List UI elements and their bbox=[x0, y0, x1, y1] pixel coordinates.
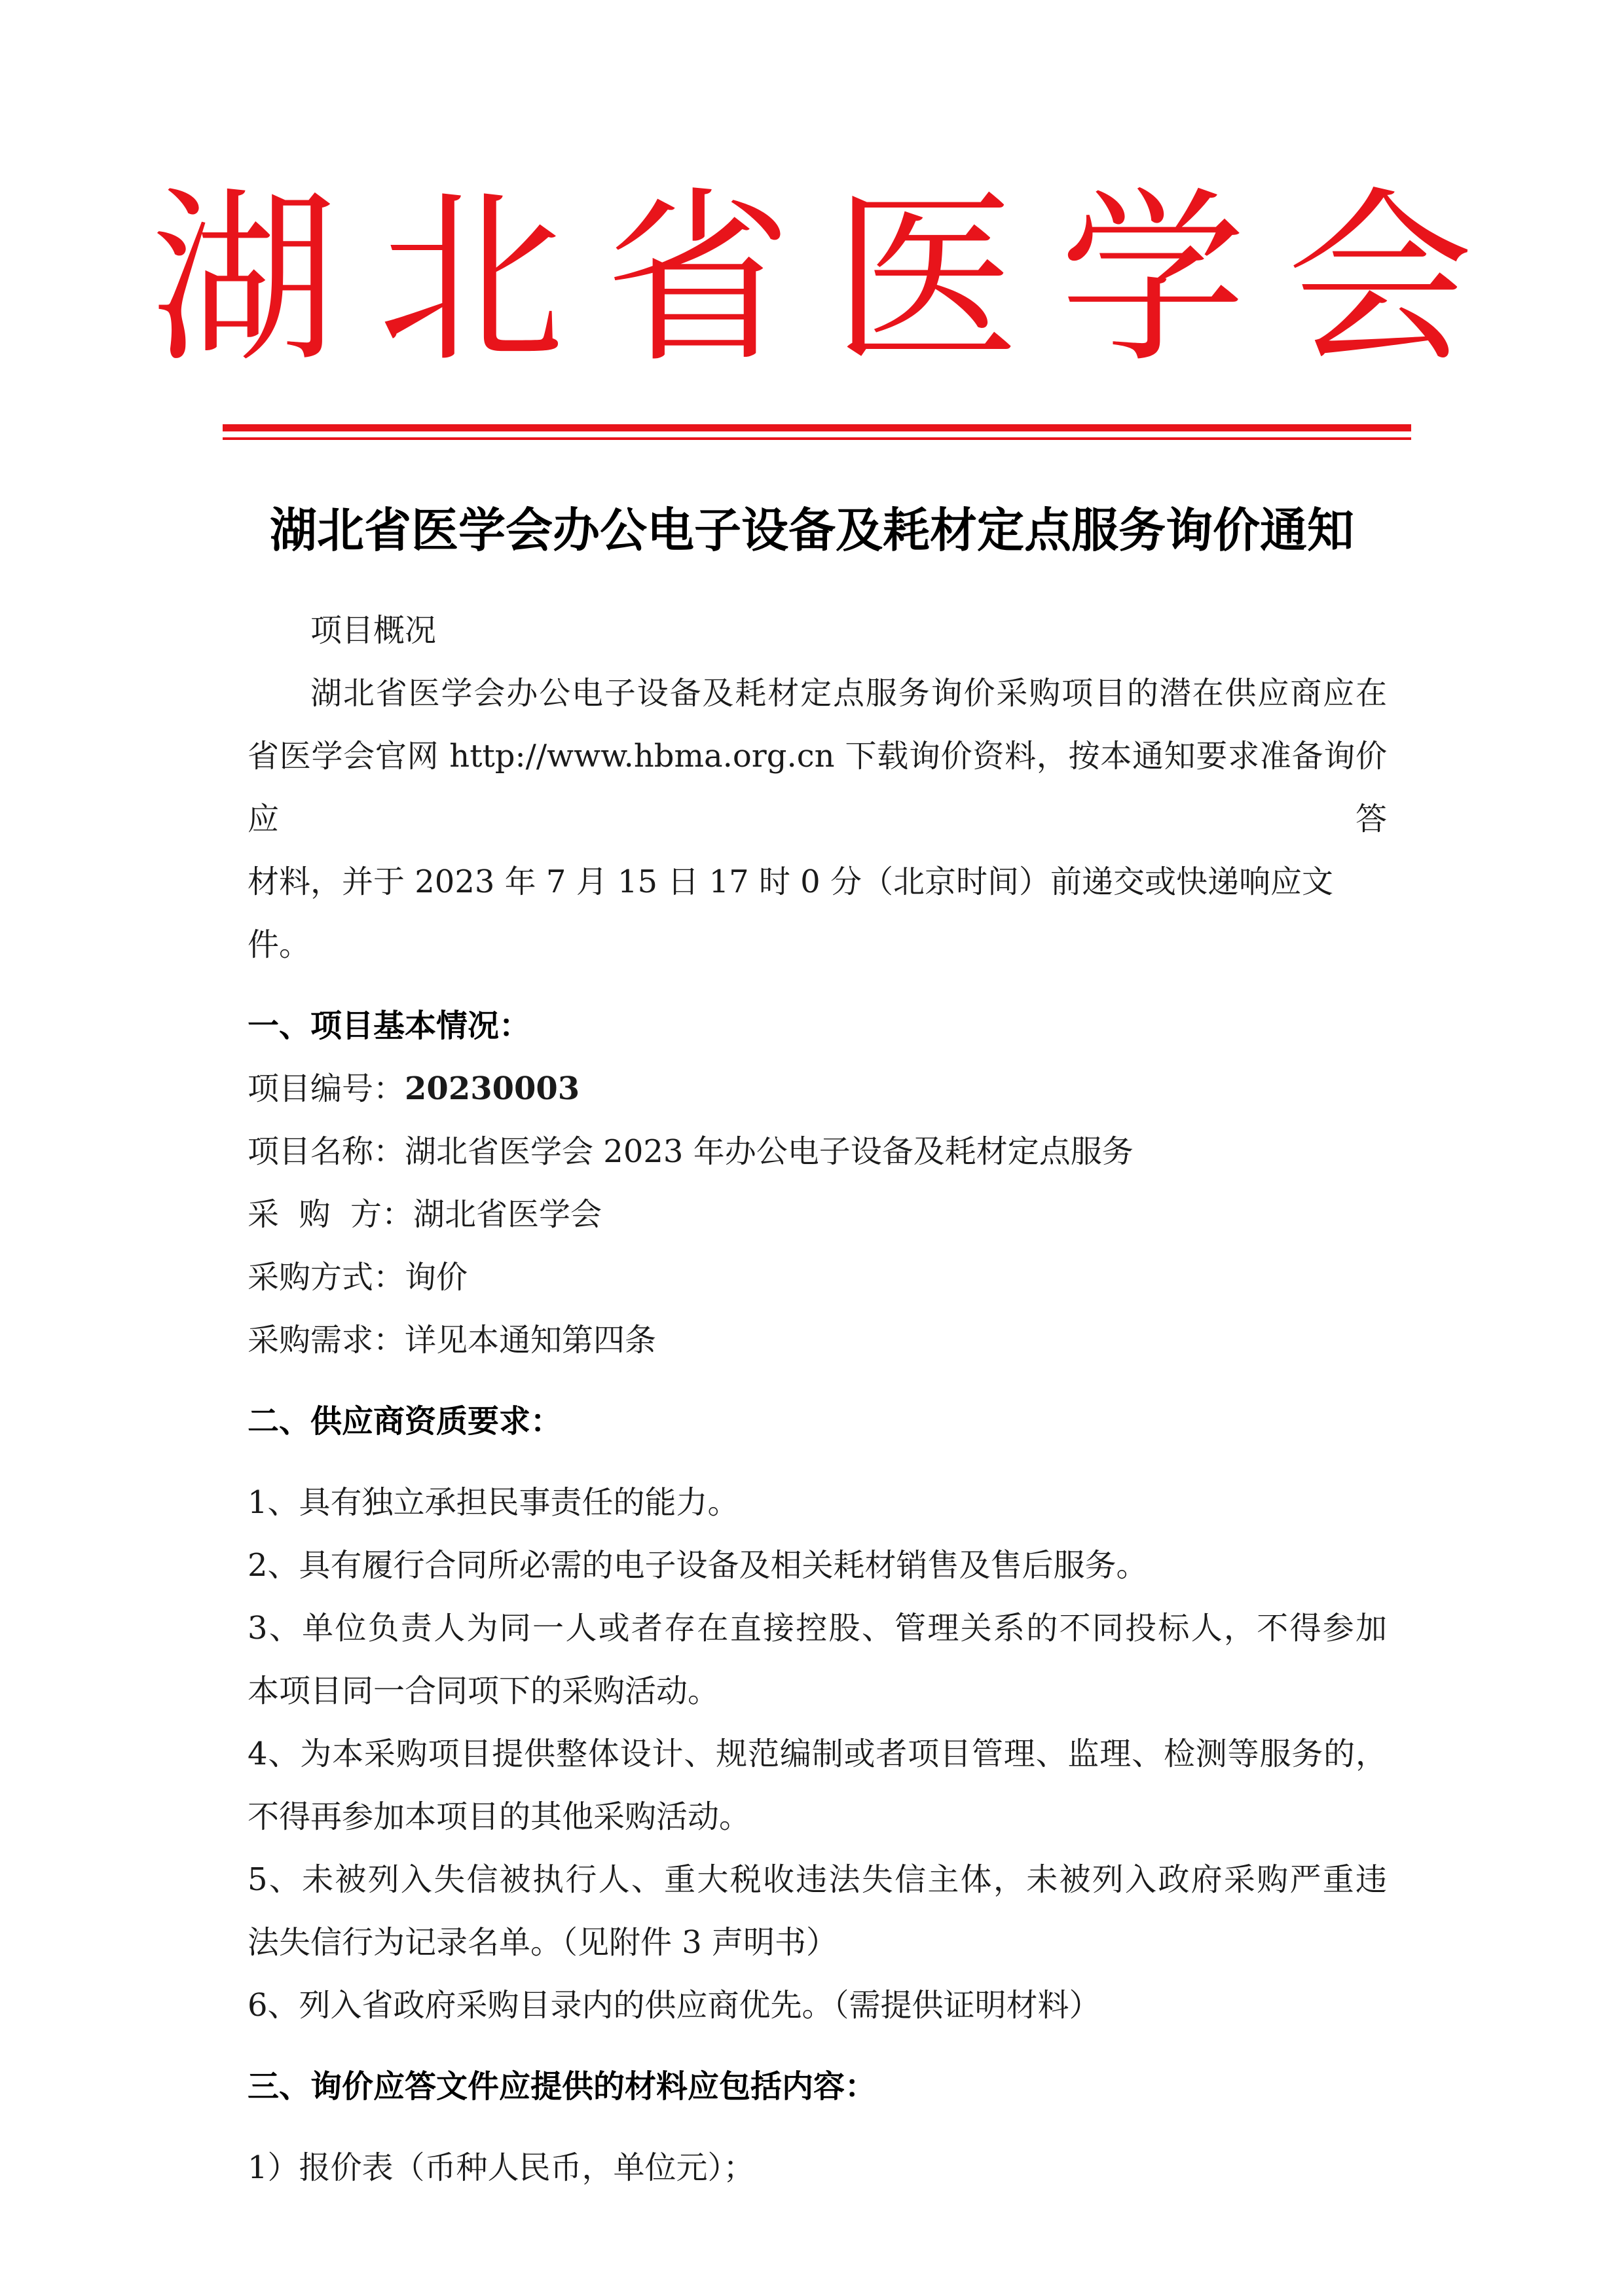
materials-line: 1）报价表（币种人民币，单位元）； bbox=[248, 2149, 755, 2186]
document-title: 湖北省医学会办公电子设备及耗材定点服务询价通知 bbox=[269, 502, 1354, 558]
requirement-line: 6、列入省政府采购目录内的供应商优先。（需提供证明材料） bbox=[248, 1987, 1101, 2024]
project-info-row bbox=[248, 1120, 1387, 1183]
requirement-line: 5、未被列入失信被执行人、重大税收违法失信主体，未被列入政府采购严重违 bbox=[248, 1861, 1387, 1898]
project-info-value: 询价 bbox=[405, 1259, 468, 1296]
project-info-label: 项目名称： bbox=[248, 1133, 405, 1170]
project-info-value: 湖北省医学会 2023 年办公电子设备及耗材定点服务 bbox=[405, 1133, 1134, 1170]
requirement-line: 1、具有独立承担民事责任的能力。 bbox=[248, 1484, 739, 1521]
requirement-line: 2、具有履行合同所必需的电子设备及相关耗材销售及售后服务。 bbox=[248, 1547, 1148, 1584]
project-number-value: 20230003 bbox=[405, 1070, 580, 1107]
project-info-row bbox=[248, 1309, 1387, 1372]
red-divider-thin bbox=[223, 437, 1411, 440]
project-info-label: 采购方式： bbox=[248, 1259, 405, 1296]
document-body bbox=[248, 599, 1387, 2199]
overview-heading: 项目概况 bbox=[310, 612, 437, 649]
overview-line: 省医学会官网 http://www.hbma.org.cn 下载询价资料，按本通知要求准备询价应答 bbox=[248, 738, 1387, 837]
project-info-label: 采购需求： bbox=[248, 1322, 405, 1358]
section1-heading: 一、项目基本情况： bbox=[248, 1008, 531, 1044]
red-divider-thick bbox=[223, 424, 1411, 431]
project-info-label: 采 购 方： bbox=[248, 1196, 414, 1233]
requirement-line: 4、为本采购项目提供整体设计、规范编制或者项目管理、监理、检测等服务的， bbox=[248, 1736, 1387, 1772]
requirement-line: 不得再参加本项目的其他采购活动。 bbox=[248, 1798, 751, 1835]
project-info-value: 湖北省医学会 bbox=[413, 1196, 602, 1233]
overview-line: 湖北省医学会办公电子设备及耗材定点服务询价采购项目的潜在供应商应在 bbox=[310, 675, 1387, 712]
requirement-line: 3、单位负责人为同一人或者存在直接控股、管理关系的不同投标人，不得参加 bbox=[248, 1610, 1387, 1647]
project-info-row bbox=[248, 1246, 1387, 1309]
section3-heading: 三、询价应答文件应提供的材料应包括内容： bbox=[248, 2068, 877, 2105]
requirement-line: 本项目同一合同项下的采购活动。 bbox=[248, 1673, 720, 1709]
project-info-value: 详见本通知第四条 bbox=[405, 1322, 657, 1358]
section2-heading: 二、供应商资质要求： bbox=[248, 1403, 563, 1440]
overview-line: 材料，并于 2023 年 7 月 15 日 17 时 0 分（北京时间）前递交或快递响应文件。 bbox=[248, 864, 1333, 963]
project-info-label: 项目编号： bbox=[248, 1070, 405, 1107]
requirement-line: 法失信行为记录名单。（见附件 3 声明书） bbox=[248, 1924, 838, 1961]
project-info-row bbox=[248, 1057, 1387, 1120]
project-info-row bbox=[248, 1183, 1387, 1246]
masthead-title: 湖北省医学会 bbox=[151, 171, 1514, 388]
